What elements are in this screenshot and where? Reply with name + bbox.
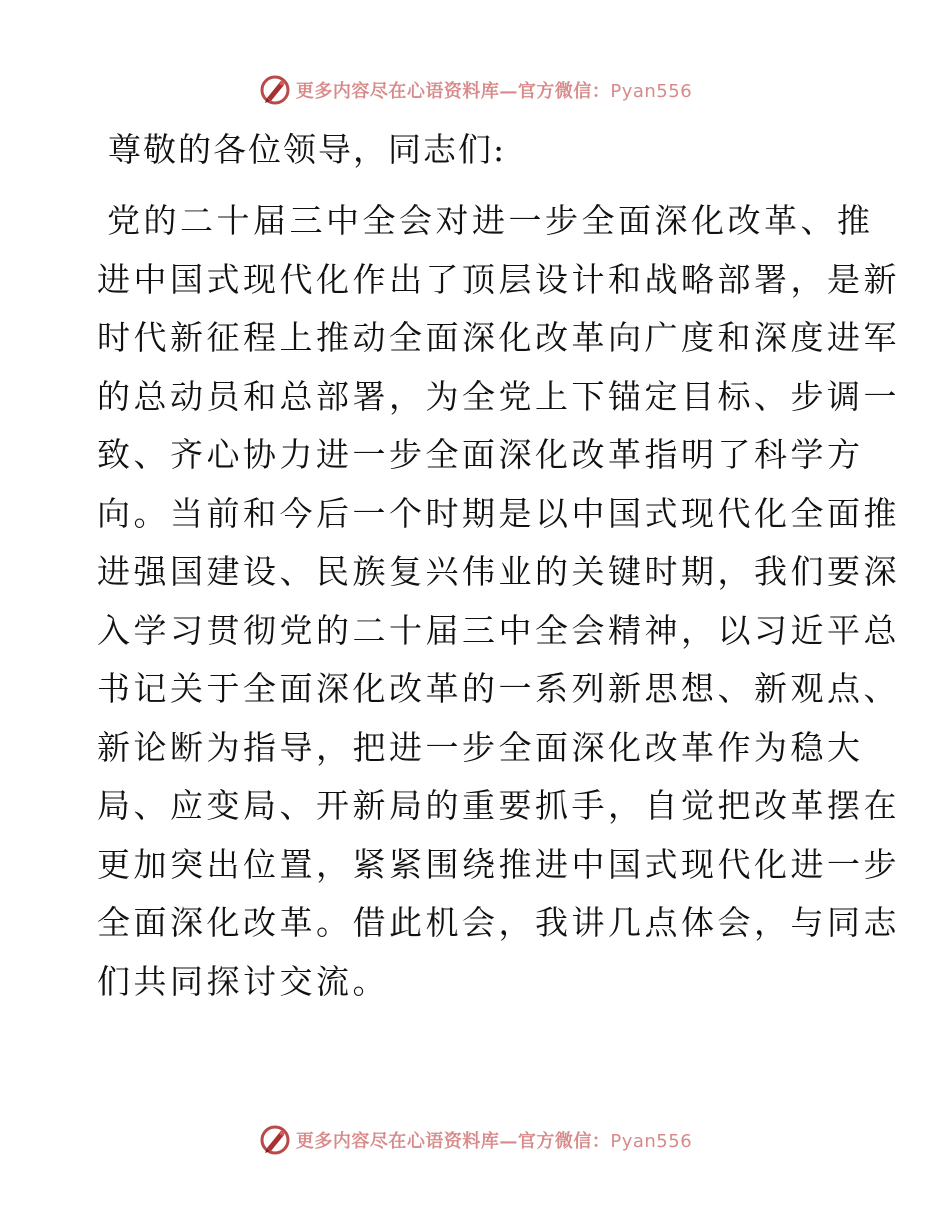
footer-banner xyxy=(0,1120,950,1160)
paragraph-line: 致、齐心协力进一步全面深化改革指明了科学方 xyxy=(97,435,864,474)
paragraph-line: 更加突出位置，紧紧围绕推进中国式现代化进一步 xyxy=(97,844,900,884)
paragraph-line: 局、应变局、开新局的重要抓手，自觉把改革摆在 xyxy=(97,786,900,825)
paragraph-line: 新论断为指导，把进一步全面深化改革作为稳大 xyxy=(97,727,864,767)
salutation: 尊敬的各位领导，同志们: xyxy=(108,130,507,169)
footer-wechat-id: Pyan556 xyxy=(610,1131,693,1152)
header-banner xyxy=(0,70,950,110)
pen-logo-icon xyxy=(258,1123,292,1157)
paragraph-line: 的总动员和总部署，为全党上下锚定目标、步调一 xyxy=(97,376,900,416)
header-banner-text xyxy=(296,77,692,103)
footer-banner-label: 更多内容尽在心语资料库—官方微信： xyxy=(295,1131,611,1152)
paragraph-line: 入学习贯彻党的二十届三中全会精神，以习近平总 xyxy=(97,610,900,650)
paragraph-line: 时代新征程上推动全面深化改革向广度和深度进军 xyxy=(97,318,900,357)
footer-banner-text xyxy=(296,1127,692,1153)
paragraph-line: 进强国建设、民族复兴伟业的关键时期，我们要深 xyxy=(97,552,900,591)
header-banner-label: 更多内容尽在心语资料库—官方微信： xyxy=(295,81,611,102)
paragraph-line: 党的二十届三中全会对进一步全面深化改革、推 xyxy=(107,201,874,240)
paragraph-line: 们共同探讨交流。 xyxy=(97,961,389,1001)
paragraph-line: 进中国式现代化作出了顶层设计和战略部署，是新 xyxy=(97,259,900,299)
paragraph-line: 书记关于全面深化改革的一系列新思想、新观点、 xyxy=(97,669,900,708)
paragraph-line: 向。当前和今后一个时期是以中国式现代化全面推 xyxy=(97,493,900,533)
pen-logo-icon xyxy=(258,73,292,107)
paragraph-line: 全面深化改革。借此机会，我讲几点体会，与同志 xyxy=(97,903,900,942)
header-wechat-id: Pyan556 xyxy=(610,81,693,102)
body-paragraph xyxy=(97,192,900,1011)
